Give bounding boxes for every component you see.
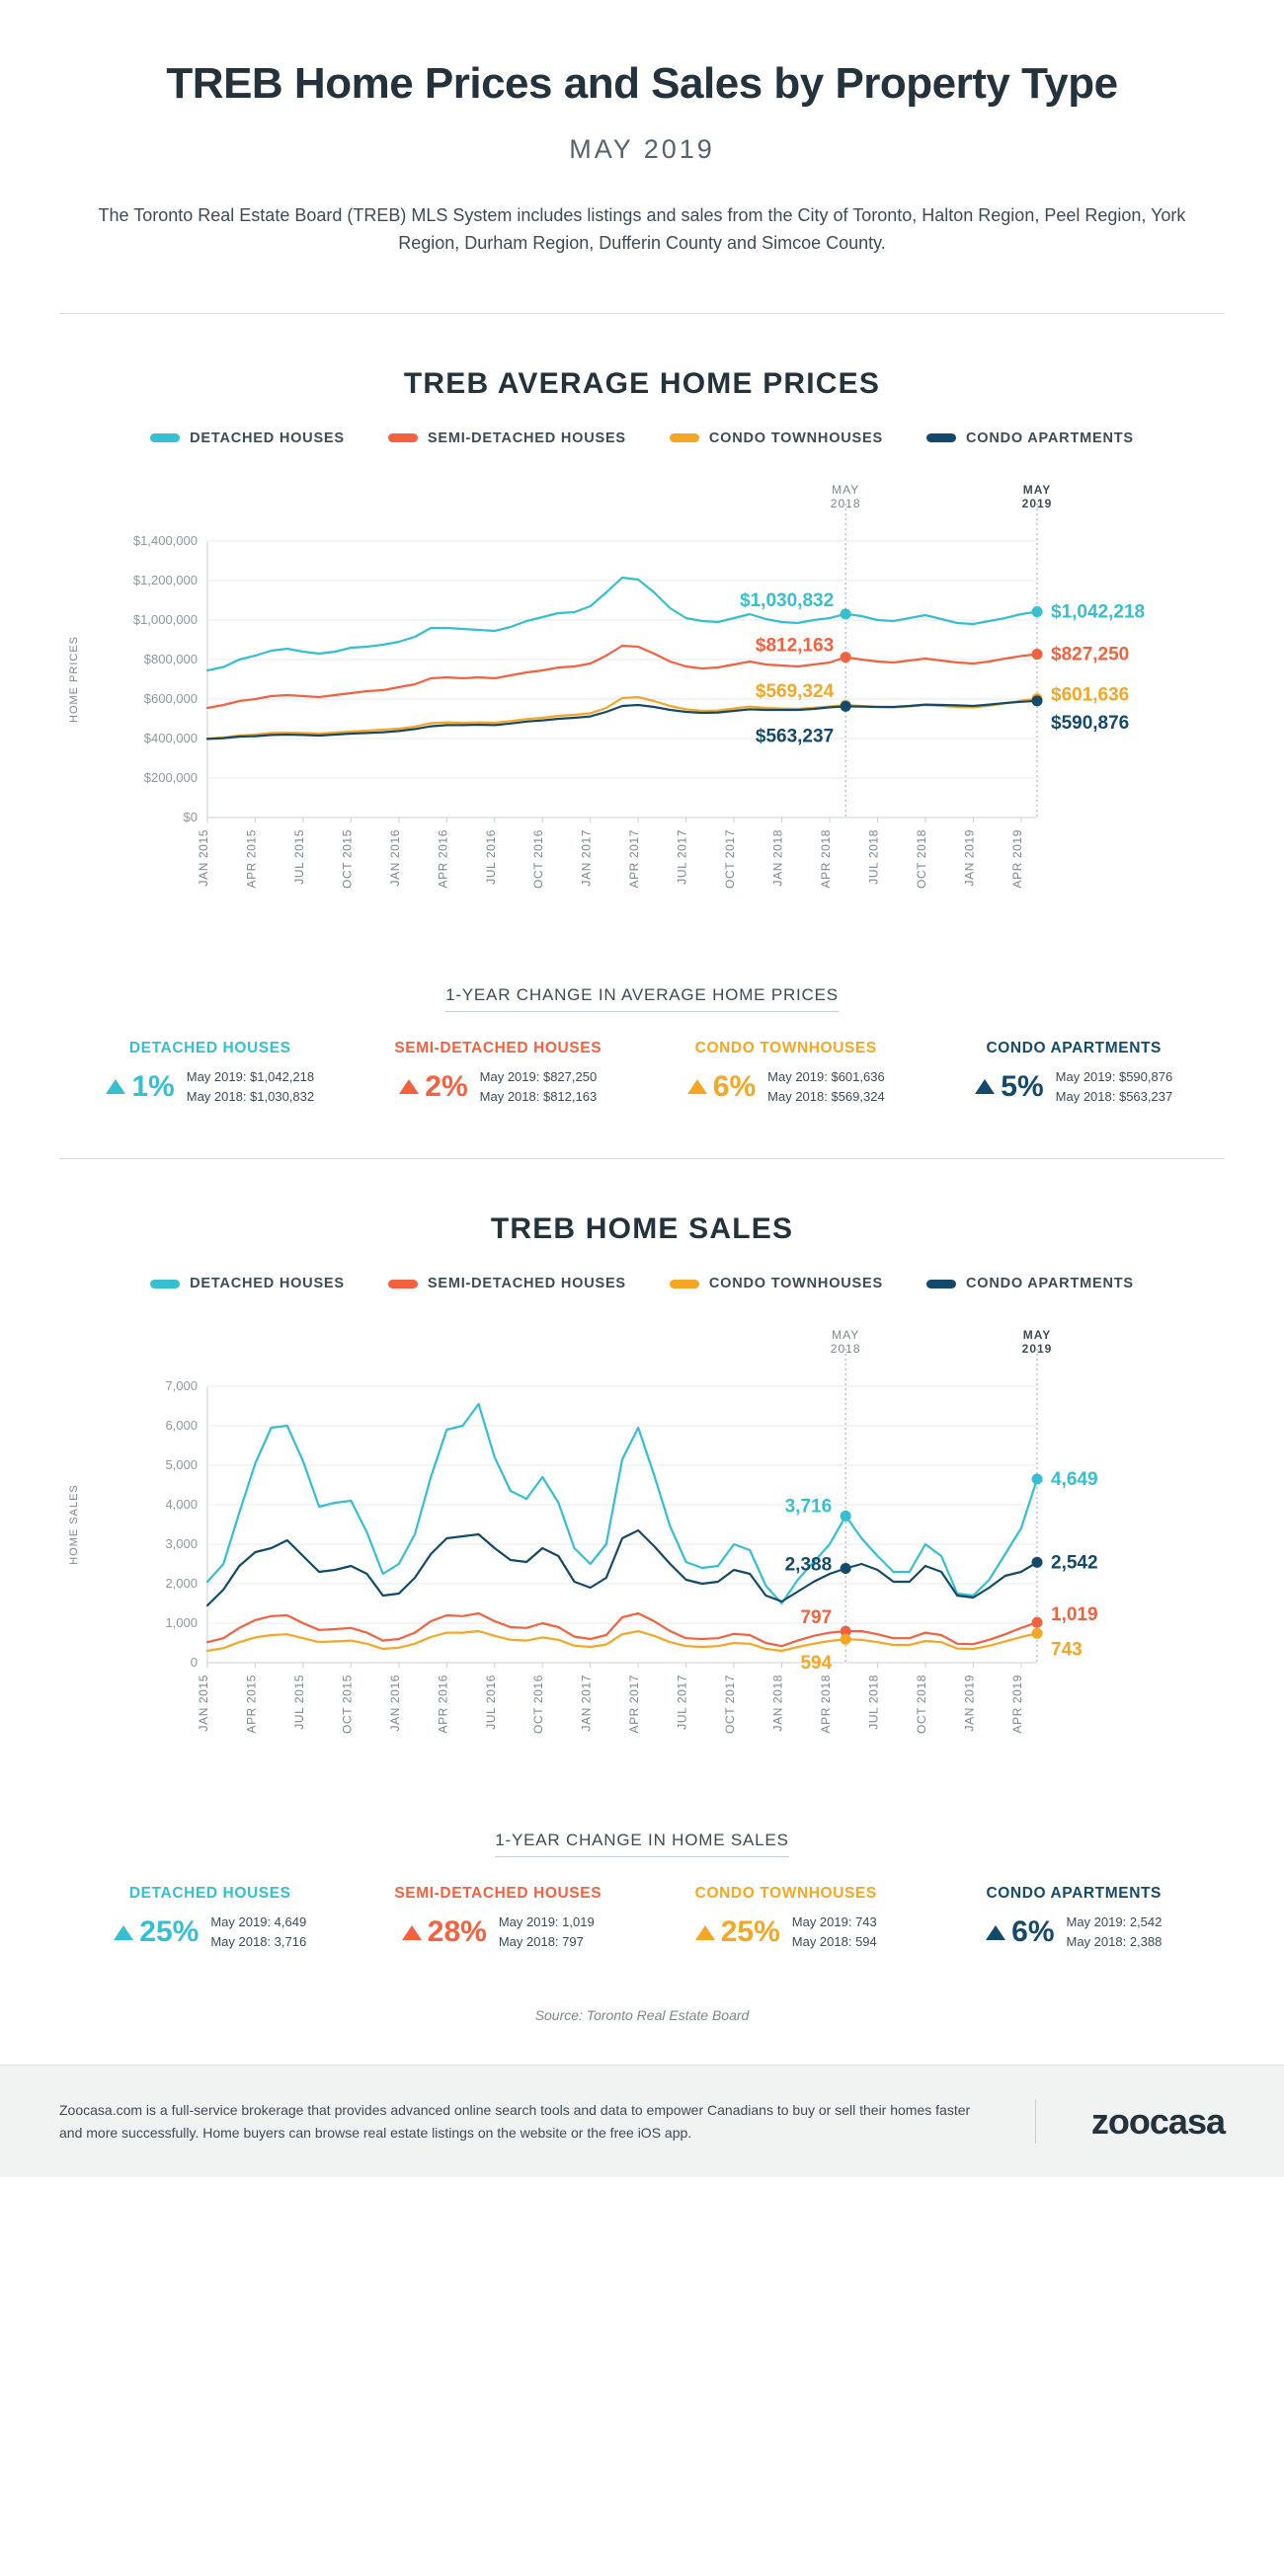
change-head: CONDO TOWNHOUSES: [694, 1885, 877, 1903]
y-axis-tick: $1,400,000: [132, 532, 198, 548]
legend-swatch-icon: [150, 1280, 180, 1288]
change-body: [79, 1912, 342, 1952]
change-values: [1067, 1912, 1163, 1952]
data-value-label: 3,716: [784, 1496, 833, 1518]
change-current: May 2019: $590,876: [1055, 1068, 1173, 1084]
chart-marker-label: 2018: [830, 1342, 861, 1357]
data-value-label: 2,388: [784, 1554, 833, 1576]
data-point-marker: [841, 1563, 851, 1574]
chart-marker-label: MAY: [832, 1328, 860, 1343]
arrow-up-icon: [106, 1079, 125, 1094]
intro-paragraph: The Toronto Real Estate Board (TREB) MLS System includes listings and sales from the City of Toronto, Halton Region, Peel Region, York Region, Durham Region, Dufferin County and Simcoe County.: [98, 205, 1186, 253]
data-value-label: $812,163: [755, 635, 835, 657]
change-values: [499, 1912, 595, 1952]
y-axis-tick: 5,000: [165, 1457, 198, 1473]
change-percent-value: 25%: [720, 1915, 780, 1949]
change-percent-value: 2%: [425, 1069, 468, 1103]
change-col-condo-townhouses: [655, 1885, 918, 1952]
series-line: [207, 1404, 1037, 1603]
data-point-marker: [841, 1634, 851, 1645]
sales-change-row: [0, 1885, 1284, 1952]
legend-item-condo-apartments: [926, 430, 1134, 446]
x-axis-tick: OCT 2017: [723, 1675, 738, 1735]
x-axis-tick: JUL 2015: [291, 1675, 306, 1730]
data-point-marker: [1032, 649, 1043, 660]
x-axis-tick: JAN 2017: [579, 1675, 594, 1732]
change-percent: [986, 1915, 1054, 1949]
change-col-condo-apartments: [943, 1040, 1206, 1107]
y-axis-tick: $1,200,000: [132, 572, 198, 587]
x-axis-tick: JAN 2019: [962, 828, 977, 887]
prices-change-row: [0, 1040, 1284, 1107]
x-axis-tick: JAN 2018: [770, 1675, 785, 1732]
x-axis-tick: JAN 2018: [770, 828, 785, 887]
chart-marker-label: 2018: [830, 496, 861, 510]
change-body: [367, 1067, 630, 1107]
legend-label: CONDO APARTMENTS: [965, 1276, 1134, 1292]
change-previous: May 2018: $1,030,832: [186, 1088, 315, 1104]
change-previous: May 2018: 797: [498, 1934, 584, 1950]
footer-text: Zoocasa.com is a full-service brokerage that provides advanced online search tools and data to empower Canadians to buy or sell their homes faster and more successfully. Home buyers can browse real estate listings on the website or the free iOS app.: [59, 2099, 1036, 2144]
divider-top: [59, 313, 1225, 314]
change-values: [210, 1912, 306, 1952]
data-point-marker: [841, 1511, 851, 1522]
y-axis-tick: 6,000: [165, 1418, 198, 1434]
x-axis-tick: APR 2019: [1009, 828, 1024, 889]
change-body: [655, 1912, 918, 1952]
legend-label: DETACHED HOUSES: [190, 1276, 345, 1292]
x-axis-tick: OCT 2017: [723, 828, 738, 889]
x-axis-tick: APR 2017: [627, 828, 642, 889]
y-axis-tick: 4,000: [165, 1497, 198, 1513]
prices-legend: [0, 430, 1284, 446]
arrow-up-icon: [687, 1079, 707, 1094]
data-value-label: 797: [800, 1607, 833, 1629]
divider-middle: [59, 1158, 1225, 1159]
x-axis-tick: OCT 2016: [531, 828, 546, 889]
x-axis-tick: APR 2017: [627, 1675, 642, 1734]
y-axis-tick: $1,000,000: [132, 611, 198, 627]
sales-change-title-wrap: [0, 1791, 1284, 1857]
legend-item-condo-townhouses: [670, 430, 883, 446]
y-axis-tick: $600,000: [143, 690, 198, 706]
data-point-marker: [1032, 1617, 1043, 1628]
data-point-marker: [1032, 1628, 1043, 1639]
legend-label: CONDO TOWNHOUSES: [708, 1276, 883, 1292]
legend-item-detached: [150, 430, 345, 446]
x-axis-tick: APR 2016: [436, 828, 450, 889]
data-value-label: $569,324: [755, 680, 835, 702]
y-axis-tick: $0: [183, 809, 198, 824]
change-percent-value: 28%: [427, 1915, 487, 1949]
legend-swatch-icon: [670, 1280, 699, 1288]
change-col-condo-townhouses: [655, 1040, 918, 1107]
x-axis-tick: JUL 2017: [675, 1675, 689, 1730]
change-previous: May 2018: $812,163: [479, 1088, 598, 1104]
change-body: [79, 1067, 342, 1107]
y-axis-tick: $800,000: [143, 651, 198, 666]
change-current: May 2019: 1,019: [498, 1914, 595, 1930]
data-value-label: $827,250: [1051, 644, 1130, 665]
chart-marker-label: MAY: [1022, 1328, 1052, 1343]
data-point-marker: [1032, 1474, 1043, 1485]
series-line: [207, 578, 1037, 670]
change-head: CONDO APARTMENTS: [986, 1885, 1162, 1903]
change-head: SEMI-DETACHED HOUSES: [394, 1885, 602, 1903]
zoocasa-logo: zoocasa: [1090, 2100, 1225, 2142]
x-axis-tick: JAN 2017: [579, 828, 594, 887]
data-value-label: 743: [1051, 1639, 1083, 1661]
x-axis-tick: APR 2019: [1009, 1675, 1024, 1734]
change-current: May 2019: 743: [791, 1914, 877, 1930]
change-previous: May 2018: 594: [791, 1934, 877, 1950]
x-axis-tick: JAN 2015: [197, 1675, 210, 1732]
change-percent-value: 6%: [1011, 1915, 1055, 1949]
chart-marker-label: 2019: [1021, 1342, 1053, 1357]
change-body: [655, 1067, 918, 1107]
x-axis-tick: JUL 2016: [483, 1675, 498, 1730]
legend-item-semi-detached: [388, 430, 626, 446]
change-col-detached: [79, 1885, 342, 1952]
change-previous: May 2018: 2,388: [1066, 1934, 1163, 1950]
data-point-marker: [841, 652, 851, 663]
source-note: Source: Toronto Real Estate Board: [534, 2007, 750, 2024]
legend-label: SEMI-DETACHED HOUSES: [427, 1276, 626, 1292]
change-percent: [114, 1915, 199, 1949]
sales-chart: [59, 1317, 1225, 1791]
legend-item-semi-detached: [388, 1276, 626, 1291]
change-head: DETACHED HOUSES: [128, 1885, 291, 1903]
legend-label: SEMI-DETACHED HOUSES: [427, 429, 626, 446]
change-values: [792, 1912, 877, 1952]
y-axis-tick: 1,000: [165, 1615, 198, 1631]
prices-chart-svg: [59, 472, 1225, 946]
change-previous: May 2018: 3,716: [210, 1934, 307, 1950]
change-percent-value: 6%: [712, 1069, 757, 1103]
change-values: [767, 1067, 885, 1107]
header: [0, 0, 1284, 258]
prices-section-title: TREB AVERAGE HOME PRICES: [403, 366, 881, 400]
legend-swatch-icon: [388, 1280, 418, 1288]
data-value-label: $601,636: [1051, 684, 1130, 706]
x-axis-tick: JAN 2015: [197, 828, 210, 887]
x-axis-tick: JUL 2017: [675, 828, 689, 885]
legend-swatch-icon: [150, 433, 180, 442]
y-axis-tick: 0: [190, 1655, 198, 1671]
y-axis-title: HOME PRICES: [68, 635, 80, 723]
change-body: [943, 1067, 1206, 1107]
prices-change-title-wrap: [0, 946, 1284, 1012]
sales-change-title: 1-YEAR CHANGE IN HOME SALES: [495, 1831, 788, 1857]
series-line: [207, 697, 1037, 739]
data-value-label: 594: [800, 1653, 833, 1675]
legend-swatch-icon: [926, 433, 956, 442]
data-value-label: $590,876: [1051, 712, 1130, 734]
x-axis-tick: OCT 2015: [340, 828, 355, 889]
y-axis-tick: $400,000: [143, 730, 198, 745]
x-axis-tick: JAN 2016: [387, 828, 402, 887]
x-axis-tick: JUL 2016: [483, 828, 498, 885]
chart-marker-label: MAY: [1022, 482, 1052, 497]
change-percent: [695, 1915, 780, 1949]
arrow-up-icon: [402, 1925, 422, 1940]
change-head: CONDO APARTMENTS: [986, 1039, 1162, 1056]
legend-item-condo-apartments: [926, 1276, 1134, 1291]
change-col-detached: [79, 1040, 342, 1107]
data-point-marker: [841, 608, 851, 619]
prices-change-title: 1-YEAR CHANGE IN AVERAGE HOME PRICES: [445, 985, 839, 1012]
change-percent: [687, 1070, 756, 1104]
arrow-up-icon: [986, 1925, 1005, 1940]
data-point-marker: [1032, 695, 1043, 706]
x-axis-tick: OCT 2015: [340, 1675, 355, 1735]
change-head: CONDO TOWNHOUSES: [694, 1039, 877, 1056]
y-axis-tick: 3,000: [165, 1536, 198, 1552]
change-col-semi-detached: [367, 1040, 630, 1107]
sales-chart-svg: [59, 1317, 1225, 1791]
y-axis-tick: 7,000: [165, 1378, 198, 1394]
data-value-label: 1,019: [1051, 1604, 1098, 1626]
change-current: May 2019: $601,636: [767, 1068, 885, 1084]
data-point-marker: [1032, 1557, 1043, 1568]
change-col-condo-apartments: [943, 1885, 1206, 1952]
change-col-semi-detached: [367, 1885, 630, 1952]
legend-swatch-icon: [388, 433, 418, 442]
sales-section-title: TREB HOME SALES: [490, 1212, 794, 1246]
sales-legend: [0, 1276, 1284, 1291]
change-percent-value: 25%: [139, 1915, 200, 1949]
change-percent-value: 1%: [131, 1069, 175, 1103]
x-axis-tick: JUL 2018: [866, 828, 881, 885]
x-axis-tick: OCT 2016: [531, 1675, 546, 1735]
legend-swatch-icon: [926, 1280, 956, 1288]
data-value-label: $563,237: [755, 726, 835, 747]
x-axis-tick: APR 2015: [244, 828, 259, 889]
x-axis-tick: OCT 2018: [914, 1675, 928, 1735]
arrow-up-icon: [114, 1925, 133, 1940]
change-percent-value: 5%: [1001, 1069, 1044, 1103]
change-current: May 2019: $827,250: [479, 1068, 598, 1084]
change-values: [480, 1067, 598, 1107]
change-current: May 2019: $1,042,218: [186, 1068, 315, 1084]
x-axis-tick: JUL 2015: [291, 828, 306, 885]
change-body: [367, 1912, 630, 1952]
change-body: [943, 1912, 1206, 1952]
change-head: DETACHED HOUSES: [128, 1039, 291, 1056]
data-point-marker: [1032, 606, 1043, 617]
change-percent: [402, 1915, 487, 1949]
change-current: May 2019: 4,649: [210, 1914, 307, 1930]
page-subtitle: MAY 2019: [569, 134, 715, 164]
x-axis-tick: APR 2018: [819, 828, 833, 889]
x-axis-tick: APR 2016: [436, 1675, 450, 1734]
data-value-label: $1,030,832: [740, 589, 835, 611]
change-head: SEMI-DETACHED HOUSES: [394, 1039, 602, 1056]
x-axis-tick: APR 2018: [819, 1675, 833, 1734]
data-point-marker: [841, 701, 851, 712]
chart-marker-label: MAY: [832, 482, 860, 497]
legend-label: CONDO APARTMENTS: [965, 429, 1134, 446]
page-title: TREB Home Prices and Sales by Property Type: [166, 59, 1118, 108]
change-previous: May 2018: $569,324: [767, 1088, 885, 1104]
legend-swatch-icon: [670, 433, 699, 442]
legend-label: CONDO TOWNHOUSES: [708, 429, 883, 446]
chart-marker-label: 2019: [1021, 496, 1053, 510]
change-percent: [399, 1070, 467, 1104]
footer: [0, 2065, 1284, 2177]
x-axis-tick: JUL 2018: [866, 1675, 881, 1730]
data-value-label: $1,042,218: [1051, 601, 1146, 623]
change-percent: [975, 1070, 1043, 1104]
prices-chart: [59, 472, 1225, 946]
series-line: [207, 1631, 1037, 1651]
arrow-up-icon: [399, 1079, 419, 1094]
change-percent: [106, 1070, 174, 1104]
x-axis-tick: JAN 2019: [962, 1675, 977, 1732]
data-value-label: 4,649: [1051, 1469, 1098, 1491]
legend-item-detached: [150, 1276, 345, 1291]
x-axis-tick: JAN 2016: [387, 1675, 402, 1732]
change-values: [1056, 1067, 1173, 1107]
legend-item-condo-townhouses: [670, 1276, 883, 1291]
change-values: [187, 1067, 314, 1107]
x-axis-tick: OCT 2018: [914, 828, 928, 889]
y-axis-tick: $200,000: [143, 769, 198, 785]
arrow-up-icon: [695, 1925, 715, 1940]
y-axis-tick: 2,000: [165, 1576, 198, 1592]
data-value-label: 2,542: [1051, 1552, 1098, 1574]
legend-label: DETACHED HOUSES: [190, 429, 345, 446]
y-axis-title: HOME SALES: [68, 1484, 80, 1565]
change-current: May 2019: 2,542: [1066, 1914, 1163, 1930]
change-previous: May 2018: $563,237: [1055, 1088, 1173, 1104]
x-axis-tick: APR 2015: [244, 1675, 259, 1734]
arrow-up-icon: [975, 1079, 995, 1094]
